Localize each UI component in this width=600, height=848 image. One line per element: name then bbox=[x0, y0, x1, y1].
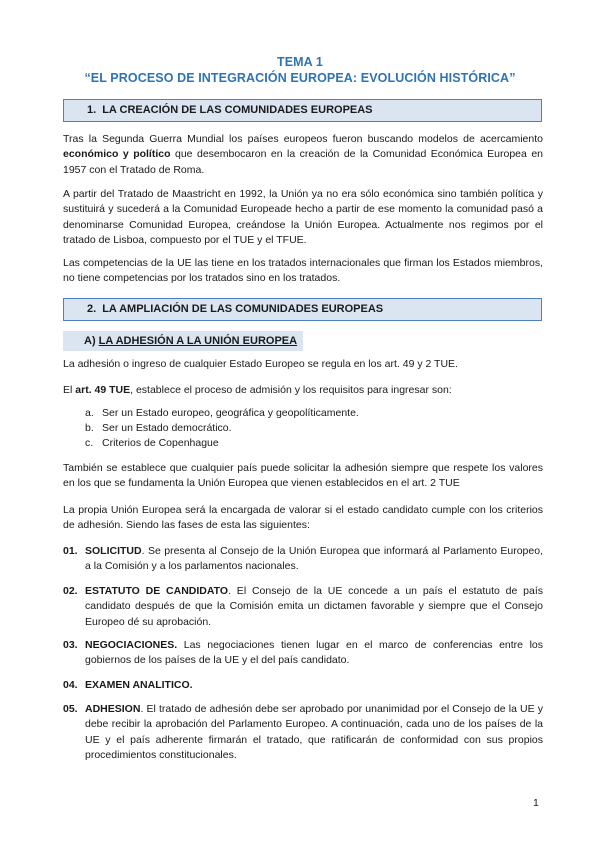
phase-number: 02. bbox=[63, 585, 78, 597]
phase-number: 01. bbox=[63, 545, 78, 557]
phase-text: . Se presenta al Consejo de la Unión Europea que informará al Parlamento Europeo, a la Comisión y a los parlamentos nacionales. bbox=[85, 545, 543, 573]
section-2-title: LA AMPLIACIÓN DE LAS COMUNIDADES EUROPEAS bbox=[102, 303, 384, 315]
topic-title: TEMA 1 bbox=[277, 55, 323, 69]
subsection-a-heading bbox=[63, 331, 303, 351]
phase-item bbox=[63, 638, 543, 669]
phase-number: 04. bbox=[63, 679, 78, 691]
section-1-paragraph-1 bbox=[63, 132, 543, 178]
text-run: El bbox=[63, 384, 76, 396]
phase-item bbox=[63, 584, 543, 630]
phase-number: 05. bbox=[63, 703, 78, 715]
list-marker: b. bbox=[85, 422, 94, 434]
section-1-paragraph-3: Las competencias de la UE las tiene en los tratados internacionales que firman los Estados miembros, no tiene competencias por los tratados sino en los tratados. bbox=[63, 257, 543, 285]
phase-item bbox=[63, 702, 543, 764]
list-marker: c. bbox=[85, 437, 94, 449]
text-run: , establece el proceso de admisión y los requisitos para ingresar son: bbox=[130, 384, 452, 396]
page-number: 1 bbox=[533, 797, 539, 809]
phase-title: EXAMEN ANALITICO. bbox=[85, 679, 193, 691]
phase-item bbox=[63, 544, 543, 575]
list-item-text: Ser un Estado europeo, geográfica y geopolíticamente. bbox=[102, 407, 359, 419]
section-1-paragraph-2: A partir del Tratado de Maastricht en 1992, la Unión ya no era sólo económica sino también política y sustituirá y sucederá a la Comunidad Europeade hecho a partir de ese momento la comunidad pasó a denominarse Comunidad Europea, creándose la Unión Europea. Actualmente nos regimos por el tratado de Lisboa, compuesto por el TUE y el TFUE. bbox=[63, 188, 543, 247]
section-2-paragraph-4: La propia Unión Europea será la encargada de valorar si el estado candidato cumple con los criterios de adhesión. Siendo las fases de esta las siguientes: bbox=[63, 504, 543, 532]
section-2-paragraph-3: También se establece que cualquier país puede solicitar la adhesión siempre que respete los valores en los que se fundamenta la Unión Europea que vienen establecidos en el art. 2 TUE bbox=[63, 462, 543, 490]
list-item bbox=[85, 436, 219, 451]
text-run: que desembocaron en la creación de la Comunidad Económica Europea en 1957 con el Tratado de Roma. bbox=[63, 148, 543, 176]
phase-item bbox=[63, 678, 543, 693]
section-1-title: LA CREACIÓN DE LAS COMUNIDADES EUROPEAS bbox=[102, 104, 373, 116]
section-2-number: 2. bbox=[87, 303, 97, 315]
phase-title: ESTATUTO DE CANDIDATO bbox=[85, 585, 229, 597]
phase-title: ADHESION bbox=[85, 703, 141, 715]
phase-text: . El Consejo de la UE concede a un país el estatuto de país candidato después de que la Comisión emita un dictamen favorable y siempre que el Consejo Europeo dé su aprobación. bbox=[85, 585, 543, 628]
section-2-paragraph-2 bbox=[63, 383, 543, 398]
list-item-text: Criterios de Copenhague bbox=[102, 437, 219, 449]
section-1-number: 1. bbox=[87, 104, 97, 116]
text-run: Tras la Segunda Guerra Mundial los países europeos fueron buscando modelos de acercamiento bbox=[63, 133, 543, 145]
bold-run: económico y político bbox=[63, 148, 171, 161]
phase-number: 03. bbox=[63, 639, 78, 651]
list-item-text: Ser un Estado democrático. bbox=[102, 422, 232, 434]
list-item bbox=[85, 406, 359, 421]
list-item bbox=[85, 421, 232, 436]
bold-run: art. 49 TUE bbox=[75, 384, 131, 396]
topic-subtitle: “EL PROCESO DE INTEGRACIÓN EUROPEA: EVOLUCIÓN HISTÓRICA” bbox=[84, 71, 516, 85]
phase-title: NEGOCIACIONES. bbox=[85, 639, 178, 651]
list-marker: a. bbox=[85, 407, 94, 419]
phase-text: Las negociaciones tienen lugar en el marco de conferencias entre los gobiernos de los países de la UE y el del país candidato. bbox=[85, 639, 543, 667]
phase-title: SOLICITUD bbox=[85, 545, 142, 557]
section-1-heading bbox=[63, 99, 542, 122]
subsection-letter: A) bbox=[84, 335, 96, 347]
section-2-heading bbox=[63, 298, 542, 321]
subsection-title: LA ADHESIÓN A LA UNIÓN EUROPEA bbox=[98, 335, 298, 347]
section-2-paragraph-1: La adhesión o ingreso de cualquier Estado Europeo se regula en los art. 49 y 2 TUE. bbox=[63, 358, 458, 370]
phase-text: . El tratado de adhesión debe ser aprobado por unanimidad por el Consejo de la UE y debe recibir la aprobación del Parlamento Europeo. A continuación, cada uno de los países de la UE y el país adherente firmarán el tratado, que ratificarán de conformidad con sus propios procedimientos constitucionales. bbox=[85, 703, 543, 762]
